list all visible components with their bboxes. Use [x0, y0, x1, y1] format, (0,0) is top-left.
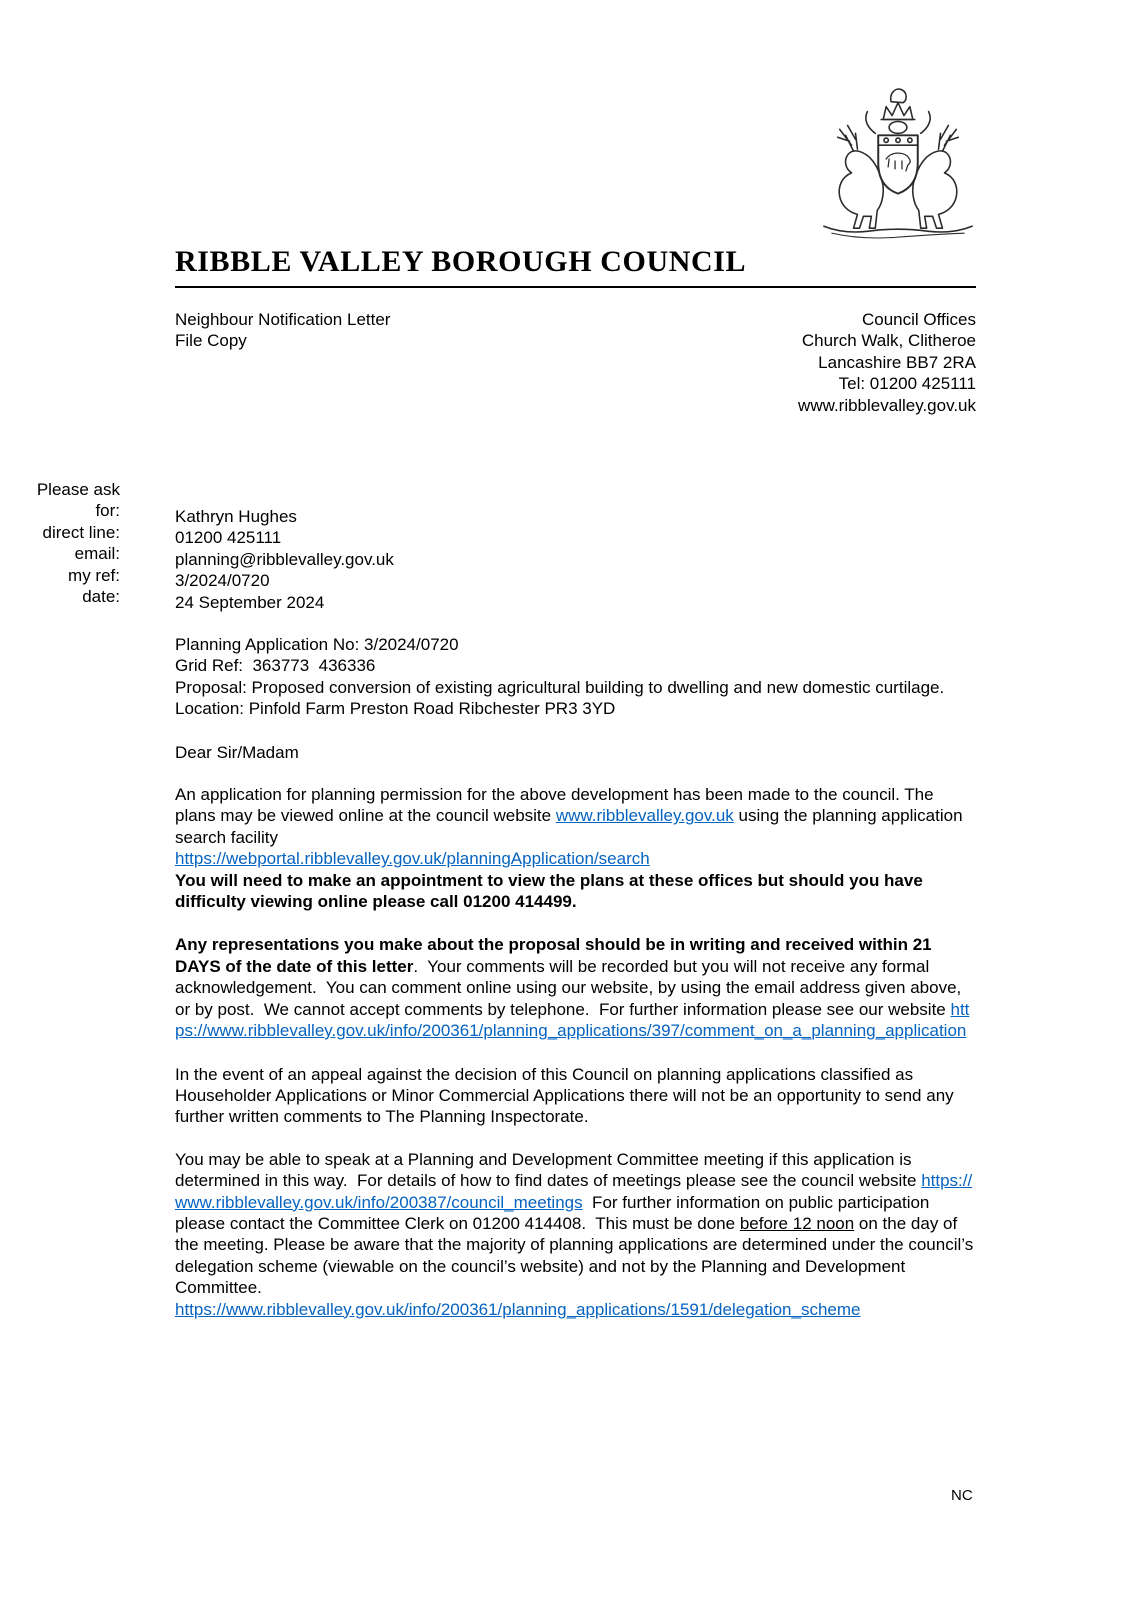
paragraph-viewing-plans: [175, 784, 977, 912]
coat-of-arms-graphic: [793, 78, 1003, 246]
para-text: In the event of an appeal against the decision of this Council on planning applications classified as Householder Applications or Minor Commercial Applications there will not be an opportunity to send any further written comments to The Planning Inspectorate.: [175, 1064, 959, 1127]
para-bold-21-days: Any representations you make about the proposal should be in writing and received within 21 DAYS of the date of this letter: [175, 935, 937, 976]
contact-label: direct line:: [42, 522, 120, 542]
para-text: An application for planning permission for the above development has been made to the council. The plans may be viewed online at the council website: [175, 785, 939, 826]
letter-body: [175, 634, 977, 1320]
address-line-website: www.ribblevalley.gov.uk: [798, 395, 976, 415]
para-underline-deadline: before 12 noon: [739, 1213, 855, 1233]
contact-label: email:: [74, 544, 120, 564]
application-details: [175, 634, 977, 720]
application-number-line: Planning Application No: 3/2024/0720: [175, 635, 459, 654]
para-text: You may be able to speak at a Planning and Development Committee meeting if this application is determined in this way. For details of how to find dates of meetings please see the council website: [175, 1149, 922, 1191]
contact-label: Please ask: [36, 480, 120, 499]
council-address: [798, 309, 976, 416]
link-council-meetings[interactable]: https://www.ribblevalley.gov.uk/info/200387/council_meetings: [175, 1171, 973, 1212]
contact-value-date: 24 September 2024: [175, 592, 325, 612]
contact-value-email: planning@ribblevalley.gov.uk: [175, 549, 394, 569]
para-text: on the day of the meeting. Please be aware that the majority of planning applications are determined under the council’s delegation scheme (viewable on the council’s website) and not by the Planning and Development Committee.: [175, 1213, 978, 1298]
council-name-heading: RIBBLE VALLEY BOROUGH COUNCIL: [175, 245, 747, 278]
paragraph-committee-meeting: [175, 1149, 977, 1320]
letter-meta: [175, 309, 390, 352]
link-comment-on-planning-application[interactable]: https://www.ribblevalley.gov.uk/info/200361/planning_applications/397/comment_on_a_planning_application: [175, 999, 970, 1041]
link-council-website[interactable]: www.ribblevalley.gov.uk: [555, 806, 734, 826]
address-line-phone: Tel: 01200 425111: [838, 374, 976, 394]
contact-labels: [18, 479, 120, 607]
location-line: Location: Pinfold Farm Preston Road Ribchester PR3 3YD: [175, 699, 616, 719]
contact-values: [175, 506, 394, 613]
coat-of-arms: [793, 78, 1003, 246]
link-webportal-search[interactable]: https://webportal.ribblevalley.gov.uk/planningApplication/search: [175, 849, 650, 869]
contact-value-direct-line: 01200 425111: [175, 528, 282, 548]
copy-label: File Copy: [175, 331, 247, 351]
salutation: Dear Sir/Madam: [175, 742, 299, 762]
proposal-line: Proposal: Proposed conversion of existing agricultural building to dwelling and new domestic curtilage.: [175, 677, 945, 697]
contact-label: for:: [95, 501, 120, 521]
letter-type: Neighbour Notification Letter: [175, 310, 391, 329]
heading-divider: [175, 286, 976, 288]
para-text: For further information on public participation please contact the Committee Clerk on 01200 414408. This must be done: [175, 1192, 935, 1233]
footer-initials: NC: [951, 1487, 973, 1504]
address-line: Lancashire BB7 2RA: [818, 352, 976, 372]
contact-value-name: Kathryn Hughes: [175, 507, 297, 526]
contact-value-ref: 3/2024/0720: [175, 571, 270, 591]
para-text: using the planning application search facility: [175, 806, 968, 847]
address-line: Church Walk, Clitheroe: [801, 331, 976, 351]
para-text: . Your comments will be recorded but you will not receive any formal acknowledgement. You can comment online using our website, by using the email address given above, or by post. We cannot accept comments by telephone. For further information please see our website: [175, 956, 966, 1019]
link-delegation-scheme[interactable]: https://www.ribblevalley.gov.uk/info/200361/planning_applications/1591/delegation_scheme: [175, 1299, 861, 1319]
para-bold-appointment: You will need to make an appointment to view the plans at these offices but should you have difficulty viewing online please call 01200 414499.: [175, 870, 928, 912]
grid-ref-line: Grid Ref: 363773 436336: [175, 656, 376, 676]
paragraph-representations: [175, 934, 977, 1041]
contact-label: date:: [82, 587, 120, 607]
letter-header: [175, 309, 976, 416]
contact-label: my ref:: [68, 565, 120, 585]
paragraph-appeal: [175, 1064, 977, 1128]
address-line: Council Offices: [861, 310, 976, 329]
